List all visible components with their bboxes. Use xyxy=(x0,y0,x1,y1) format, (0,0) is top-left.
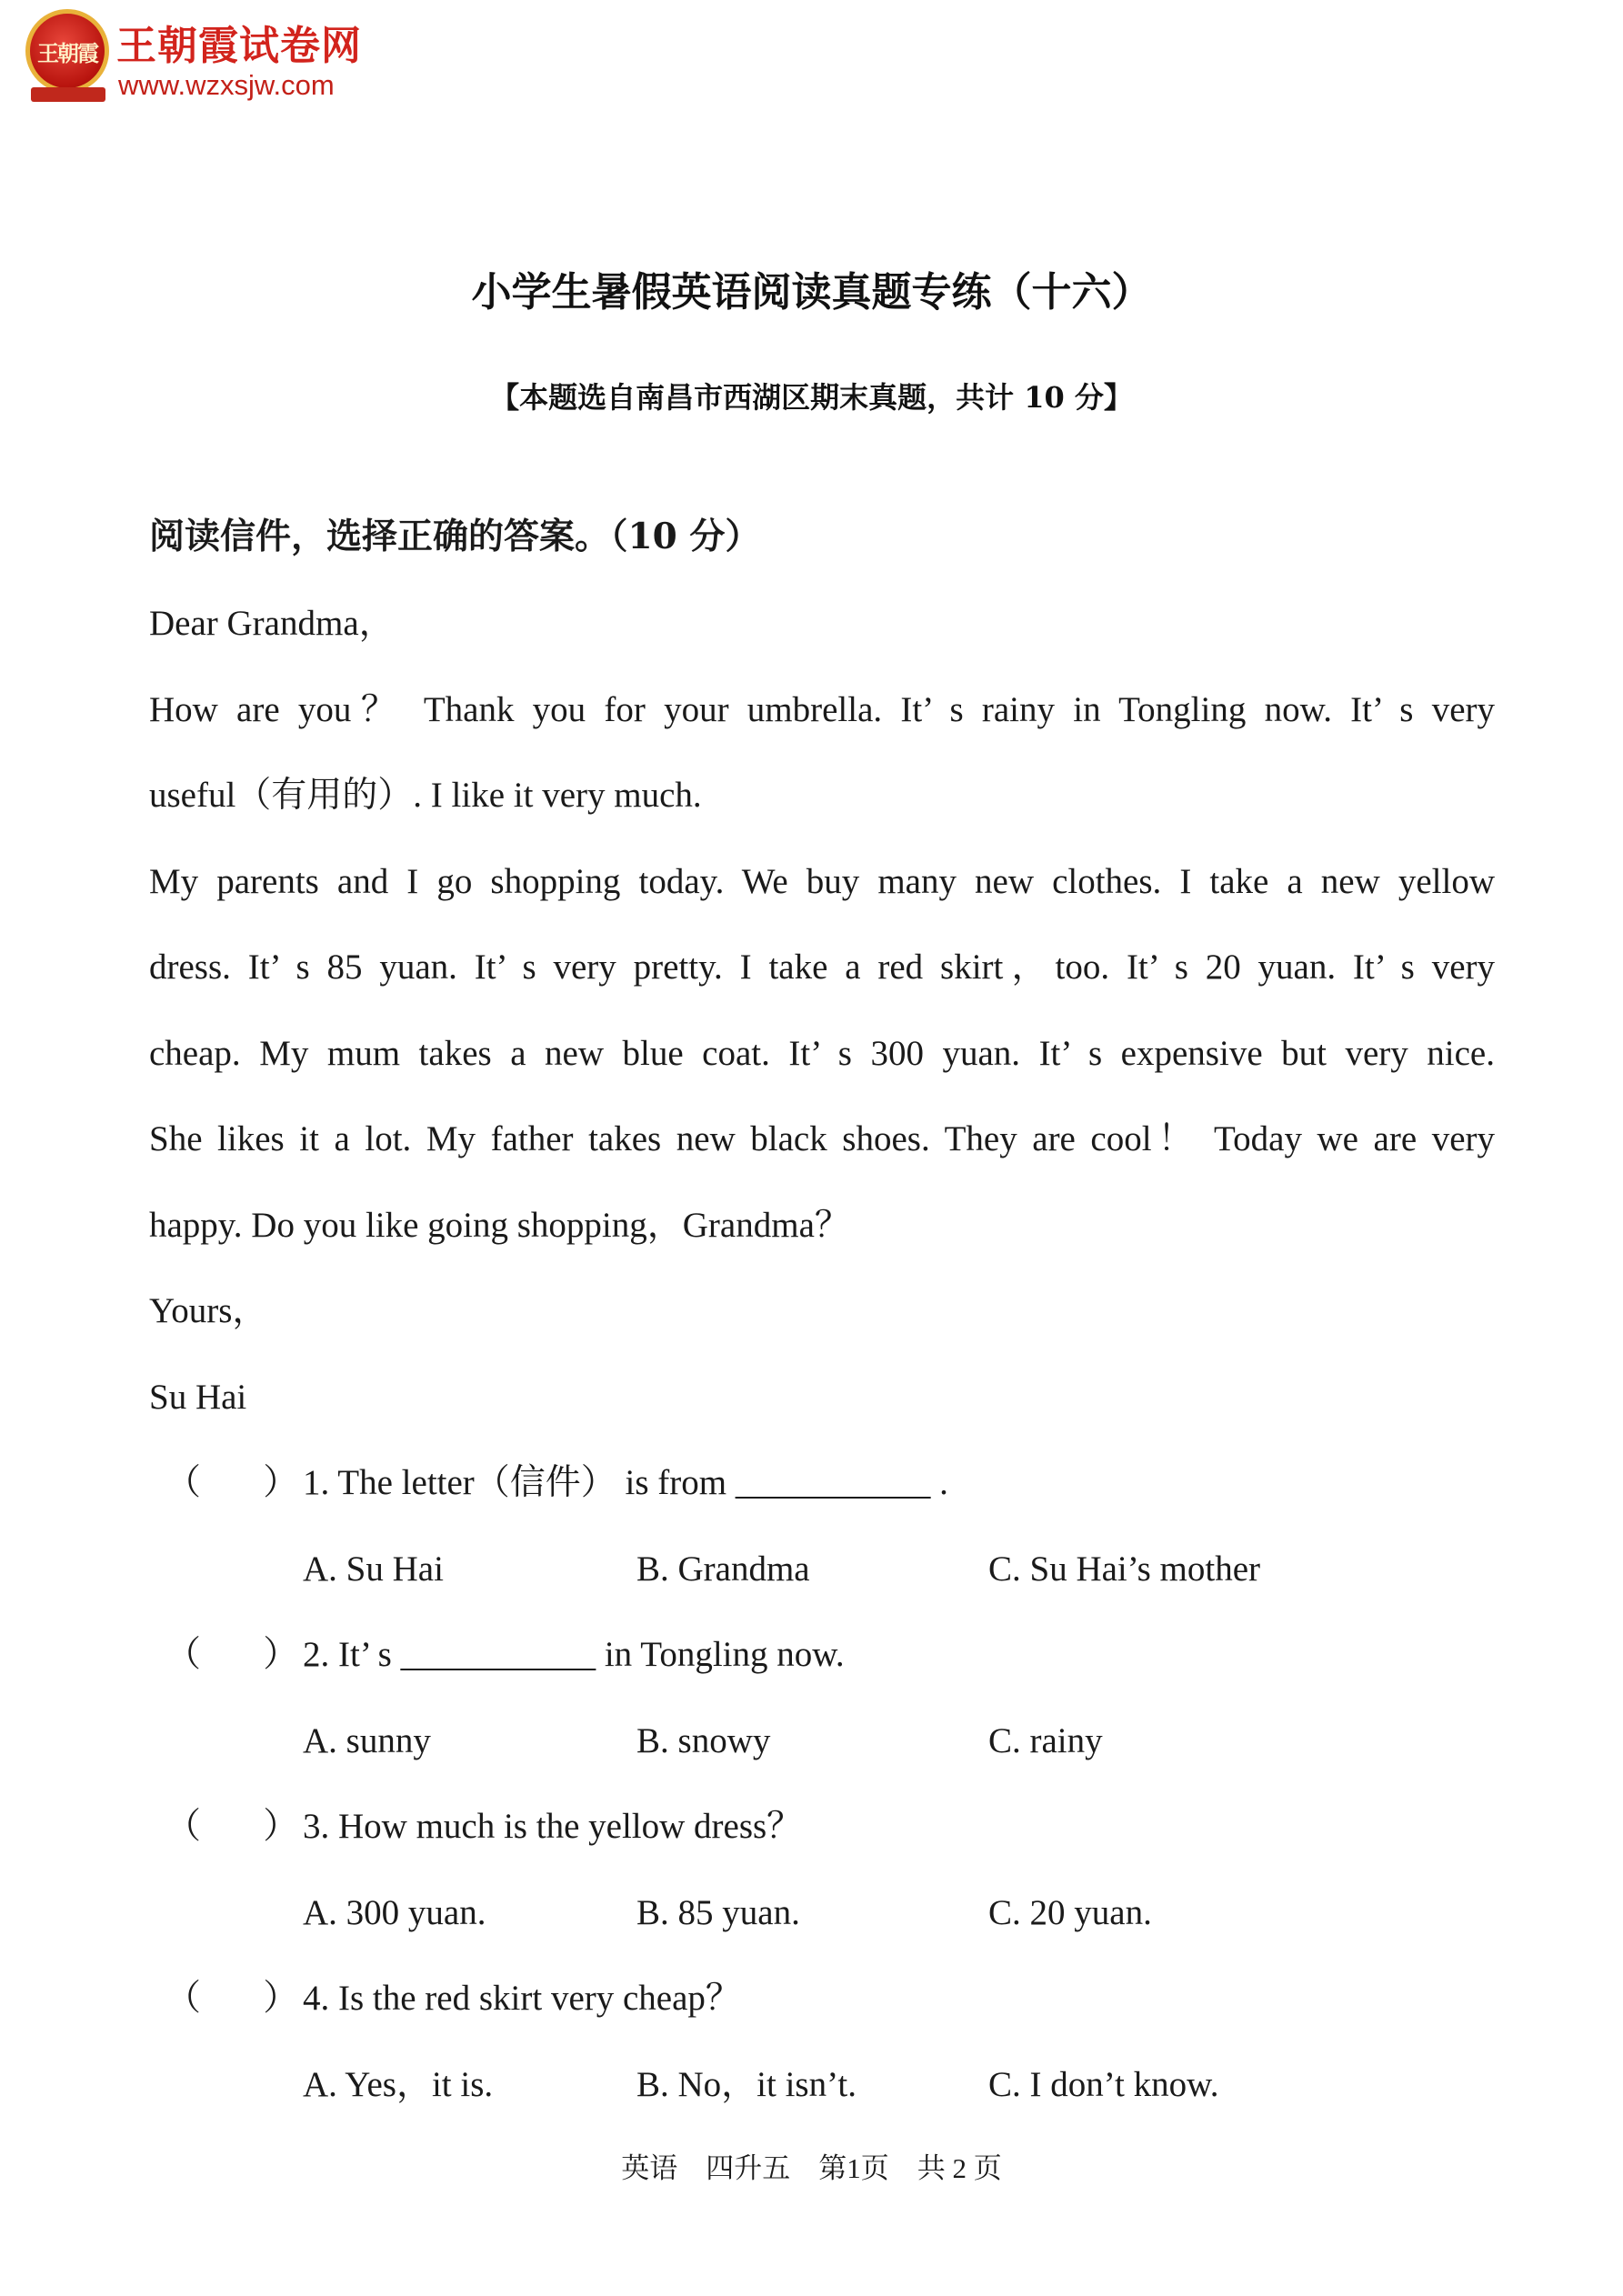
instruction: 阅读信件，选择正确的答案。（10 分） xyxy=(149,516,761,557)
brand-name: 王朝霞试卷网 xyxy=(116,23,362,69)
question-2-option-c[interactable]: C. rainy xyxy=(988,1721,1103,1760)
letter-line: useful（有用的）. I like it very much. xyxy=(149,776,702,815)
question-4: 4. Is the red skirt very cheap？ xyxy=(303,1979,741,2018)
letter-closing: Yours， xyxy=(149,1291,268,1330)
letter-line: How are you？ Thank you for your umbrella. It’ s rainy in Tongling now. It’ s very xyxy=(149,690,1495,729)
logo-ribbon xyxy=(31,87,105,102)
letter-line: She likes it a lot. My father takes new black shoes. They are cool！ Today we are very xyxy=(149,1119,1495,1158)
answer-blank-2[interactable]: （ ） xyxy=(165,1635,299,1674)
question-3-option-a[interactable]: A. 300 yuan. xyxy=(303,1893,486,1932)
question-3-option-c[interactable]: C. 20 yuan. xyxy=(988,1893,1152,1932)
question-1-option-c[interactable]: C. Su Hai’s mother xyxy=(988,1549,1260,1589)
question-2: 2. It’ s ___________ in Tongling now. xyxy=(303,1635,845,1674)
answer-blank-1[interactable]: （ ） xyxy=(165,1463,299,1502)
letter-line: cheap. My mum takes a new blue coat. It’ s 300 yuan. It’ s expensive but very nice. xyxy=(149,1034,1495,1073)
question-4-option-c[interactable]: C. I don’t know. xyxy=(988,2065,1219,2104)
site-logo xyxy=(25,9,407,109)
brand-url: www.wzxsjw.com xyxy=(118,69,335,101)
page-footer: 英语 四升五 第1页 共 2 页 xyxy=(621,2152,1002,2184)
answer-blank-4[interactable]: （ ） xyxy=(165,1979,299,2018)
logo-seal: 王朝霞 xyxy=(25,9,109,93)
letter-greeting: Dear Grandma， xyxy=(149,604,395,643)
question-1: 1. The letter（信件） is from ___________ . xyxy=(303,1463,948,1502)
question-3-option-b[interactable]: B. 85 yuan. xyxy=(636,1893,800,1932)
question-1-option-b[interactable]: B. Grandma xyxy=(636,1549,810,1589)
letter-signature: Su Hai xyxy=(149,1378,247,1417)
letter-line: dress. It’ s 85 yuan. It’ s very pretty. I take a red skirt，too. It’ s 20 yuan. It’ s very xyxy=(149,947,1495,987)
letter-line: My parents and I go shopping today. We buy many new clothes. I take a new yellow xyxy=(149,862,1495,901)
question-2-option-b[interactable]: B. snowy xyxy=(636,1721,771,1760)
question-3: 3. How much is the yellow dress？ xyxy=(303,1807,803,1846)
page-subtitle: 【本题选自南昌市西湖区期末真题，共计 10 分】 xyxy=(490,380,1133,415)
answer-blank-3[interactable]: （ ） xyxy=(165,1807,299,1846)
question-2-option-a[interactable]: A. sunny xyxy=(303,1721,431,1760)
letter-line: happy. Do you like going shopping，Grandma？ xyxy=(149,1206,850,1245)
page-title: 小学生暑假英语阅读真题专练（十六） xyxy=(471,269,1152,316)
question-4-option-a[interactable]: A. Yes，it is. xyxy=(303,2065,494,2104)
question-4-option-b[interactable]: B. No，it isn’t. xyxy=(636,2065,857,2104)
question-1-option-a[interactable]: A. Su Hai xyxy=(303,1549,444,1589)
